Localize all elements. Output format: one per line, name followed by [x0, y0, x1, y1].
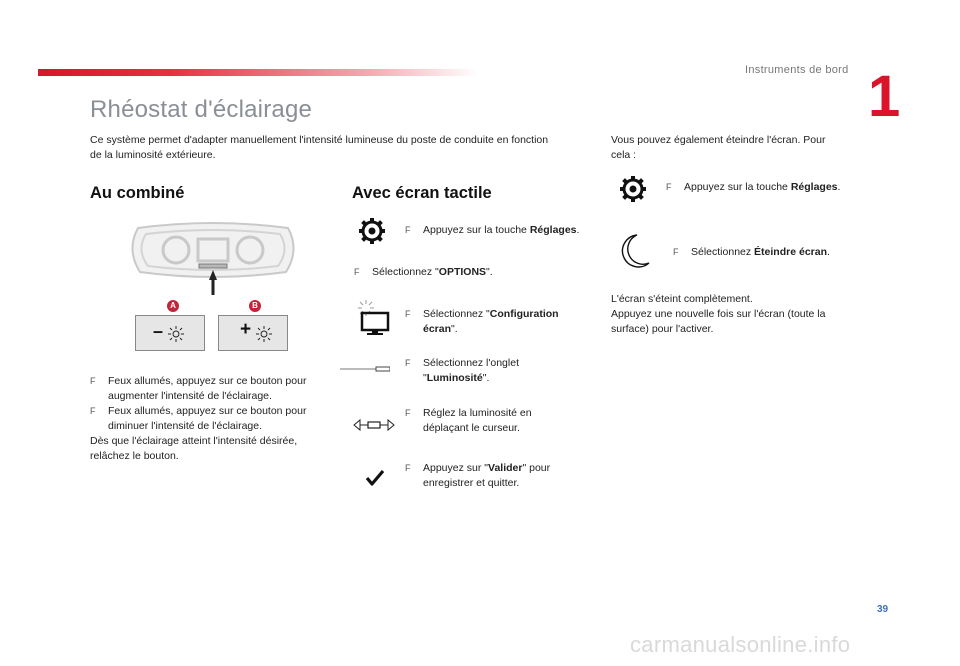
step-text: .	[837, 181, 841, 193]
touch-step-reglages	[405, 223, 579, 238]
watermark: carmanualsonline.info	[630, 632, 851, 657]
result-line: Appuyez une nouvelle fois sur l'écran (toute la	[611, 308, 826, 320]
step-keyword: OPTIONS	[438, 266, 487, 278]
badge-b: B	[249, 300, 261, 312]
heading-combine: Au combiné	[90, 184, 185, 202]
intro-line: cela :	[611, 149, 637, 161]
step-text: "	[423, 372, 427, 384]
chapter-number: 1	[868, 64, 901, 129]
combine-note	[90, 434, 340, 464]
screen-off-intro	[611, 133, 871, 163]
intro-line: Vous pouvez également éteindre l'écran. Pour	[611, 134, 826, 146]
note-line: relâchez le bouton.	[90, 450, 179, 462]
step-keyword: Réglages	[790, 181, 838, 193]
step-text: F Sélectionnez l'onglet	[423, 357, 519, 369]
step-text: ".	[482, 372, 490, 384]
screen-off-step-eteindre	[673, 245, 830, 260]
header-accent-bar	[38, 69, 478, 76]
bullet-line: F Feux allumés, appuyez sur ce bouton pour	[108, 375, 307, 387]
step-text: Sélectionnez "	[423, 308, 490, 320]
page-title: Rhéostat d'éclairage	[90, 96, 313, 123]
gear-icon	[619, 175, 647, 203]
screen-off-step-reglages	[666, 180, 840, 195]
step-text: Sélectionnez "	[372, 266, 439, 278]
sun-icon	[168, 326, 184, 342]
section-title: Instruments de bord	[745, 64, 849, 76]
brightness-decrease-button[interactable]	[135, 315, 205, 351]
step-text: enregistrer et quitter.	[423, 477, 520, 489]
note-line: Dès que l'éclairage atteint l'intensité désirée,	[90, 435, 298, 447]
intro-line: de la luminosité extérieure.	[90, 149, 216, 161]
step-text: ".	[486, 266, 493, 278]
gear-icon	[358, 217, 386, 245]
touch-step-valider	[405, 461, 550, 491]
step-text: .	[576, 224, 580, 236]
step-text: F Réglez la luminosité en	[423, 407, 532, 419]
step-keyword: écran	[423, 323, 452, 335]
intro-line: Ce système permet d'adapter manuellement l'intensité lumineuse du poste de conduite en fonction	[90, 134, 549, 146]
step-keyword: Luminosité	[426, 372, 483, 384]
touch-step-luminosite	[405, 356, 519, 386]
intro-text	[90, 133, 600, 163]
brightness-increase-button[interactable]	[218, 315, 288, 351]
combine-bullet-increase	[90, 374, 358, 404]
touch-step-options	[354, 265, 493, 280]
step-keyword: Valider	[488, 462, 523, 474]
minus-label: –	[153, 321, 164, 341]
tab-line-icon	[340, 364, 390, 374]
monitor-brightness-icon	[352, 300, 392, 336]
step-text: Appuyez sur "	[423, 462, 489, 474]
step-text: Appuyez sur la touche	[684, 181, 791, 193]
step-keyword: Réglages	[529, 224, 577, 236]
step-keyword: Configuration	[489, 308, 559, 320]
touch-step-configuration	[405, 307, 559, 337]
step-text: Appuyez sur la touche	[423, 224, 530, 236]
bullet-line: F Feux allumés, appuyez sur ce bouton pour	[108, 405, 307, 417]
step-text: " pour	[522, 462, 551, 474]
screen-off-result	[611, 292, 871, 337]
plus-label: +	[240, 319, 252, 340]
moon-icon	[619, 233, 651, 269]
step-text: .	[827, 246, 830, 258]
step-text: déplaçant le curseur.	[423, 422, 520, 434]
heading-touchscreen: Avec écran tactile	[352, 184, 492, 202]
page-number: 39	[877, 604, 889, 615]
badge-a: A	[167, 300, 179, 312]
result-line: surface) pour l'activer.	[611, 323, 714, 335]
sun-icon	[256, 326, 272, 342]
slider-arrows-icon	[353, 418, 395, 432]
step-text: ".	[451, 323, 458, 335]
result-line: L'écran s'éteint complètement.	[611, 293, 753, 305]
instrument-cluster-illustration	[128, 220, 298, 300]
combine-bullet-decrease	[90, 404, 358, 434]
step-keyword: Éteindre écran	[754, 246, 827, 258]
step-text: Sélectionnez	[691, 246, 755, 258]
checkmark-icon	[365, 469, 385, 487]
bullet-line: diminuer l'intensité de l'éclairage.	[108, 420, 263, 432]
bullet-line: augmenter l'intensité de l'éclairage.	[108, 390, 272, 402]
touch-step-curseur	[405, 406, 532, 436]
